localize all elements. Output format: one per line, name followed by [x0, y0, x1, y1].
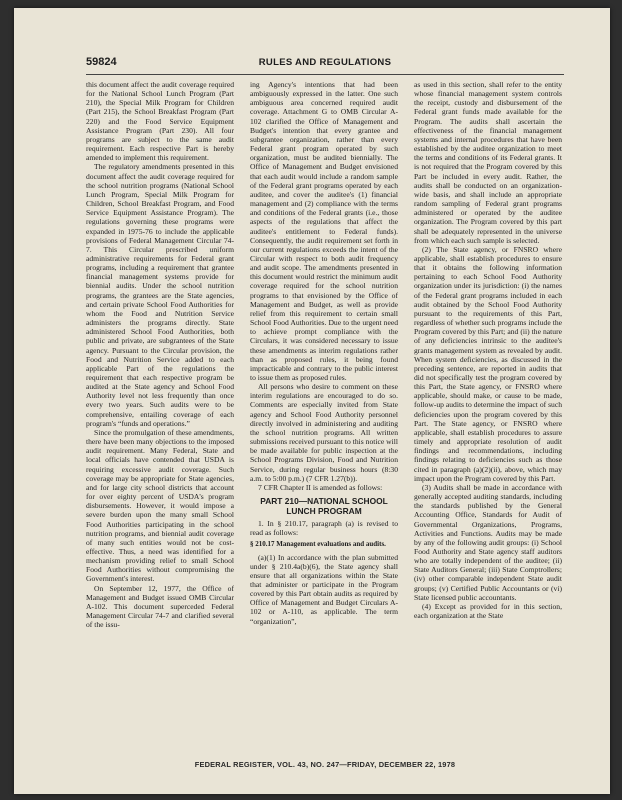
paragraph: (4) Except as provided for in this section, each organization at the State	[414, 601, 562, 621]
paragraph: All persons who desire to comment on these interim regulations are encouraged to do so. Comments are especially invited from State agency and School Food Authority personnel directly involved in administering and auditing the school nutrition programs. All written submissions received pursuant to this notice will be made available for public inspection at the School Programs Division, Food and Nutrition Service, during regular business hours (8:30 a.m. to 5:00 p.m.) (7 CFR 1.27(b)).	[250, 382, 398, 483]
text-column-1	[86, 80, 234, 756]
paragraph: Since the promulgation of these amendments, there have been many objections to the imposed audit requirement. Many Federal, State and local officials have contended that USDA is requiring excessive audit coverage. Such coverage may be appropriate for State agencies, and for large city school districts that account for over eighty percent of USDA's program disbursements. However, it would impose a severe burden upon the many small School Food Authorities participating in the school nutrition programs, and biennial audit coverage of many such entities would not be cost-effective. Thus, a need was identified for a mechanism providing relief to small School Food Authorities without compromising the Government's interest.	[86, 427, 234, 584]
paragraph: 7 CFR Chapter II is amended as follows:	[258, 482, 383, 492]
paragraph: (a)(1) In accordance with the plan submitted under § 210.4a(b)(6), the State agency shall ensure that all organizations within the State that administer or participate in the Program covered by this Part obtain audits as required by Office of Management and Budget Circulars A-102 or A-110, as applicable. The term “organization”,	[250, 552, 398, 626]
paragraph: as used in this section, shall refer to the entity whose financial management system controls the receipt, custody and disbursement of the Federal grant funds made available for the Program. The audits shall ascertain the effectiveness of the financial management systems and internal procedures that have been established by the auditee organization to meet the terms and conditions of its Federal grants. It is not required that the Program covered by this Part be included in every audit. Rather, the audits shall be conducted on an organization-wide basis, and shall include an appropriate random sampling of Federal grant programs administered or operated by the auditee organization. The Program covered by this part shall be adequately represented in the universe from which each such sample is selected.	[414, 80, 562, 245]
paragraph: On September 12, 1977, the Office of Management and Budget issued OMB Circular A-102. This document superceded Federal Management Circular 74-7 and clarified several of the issu-	[86, 583, 234, 630]
amendment-intro: 1. In § 210.17, paragraph (a) is revised to read as follows:	[250, 519, 398, 538]
paragraph: (3) Audits shall be made in accordance with generally accepted auditing standards, including the standards published by the General Accounting Office, Standards for Audit of Governmental Organizations, Programs, Activities and Functions. Audits may be made by any of the following audit groups: (i) School Food Authority and State agency staff auditors who are totally independent of the auditee; (ii) State Auditors General; (iii) State Comptrollers; (iv) other comparable independent State audit groups; (v) Certified Public Accountants or (vi) State licensed public accountants.	[414, 482, 562, 602]
page-footer: FEDERAL REGISTER, VOL. 43, NO. 247—FRIDAY, DECEMBER 22, 1978	[194, 760, 456, 769]
text-column-2	[250, 80, 398, 756]
part-heading: PART 210—NATIONAL SCHOOL LUNCH PROGRAM	[260, 496, 388, 517]
text-column-3	[414, 80, 562, 756]
paragraph: The regulatory amendments presented in this document affect the audit coverage required for the school nutrition programs (National School Lunch Program, Special Milk Program for Children, School Breakfast Program, and Food Service Equipment Assistance Program). The regulations governing these programs were expanded in 1975-76 to include the applicable provisions of Federal Management Circular 74-7. This Circular prescribed uniform administrative requirements for Federal grant programs, including a requirement that grantee financial management systems provide for biennial audits. Under the school nutrition programs, the grantees are the State agencies, and certain private School Food Authorities for whom the Food and Nutrition Service administers the programs directly. State administered School Food Authorities, both public and private, are subgrantees of the State agency. Pursuant to the Circular provision, the Food and Nutrition Service added to each applicable Part of the regulations the requirement that each respective program be audited at the State agency and School Food Authority level not less frequently than once every two years. Such audits were to be comprehensive, entailing coverage of each program's “funds and operations.”	[86, 162, 234, 428]
page-number: 59824	[86, 56, 117, 68]
header-rule	[86, 74, 564, 75]
page-header	[86, 56, 564, 72]
paragraph: this document affect the audit coverage required for the National School Lunch Program (Part 210), the Special Milk Program for Children (Part 215), the School Breakfast Program (Part 220) and the Food Service Equipment Assistance Program (Part 230). All four programs are subject to the same audit requirement. Each respective Part is hereby amended to implement this requirement.	[86, 80, 234, 163]
section-caption: § 210.17 Management evaluations and audits.	[250, 540, 386, 549]
paragraph: ing Agency's intentions that had been ambiguously expressed in the latter. One such ambiguous area concerned required audit coverage. Attachment G to OMB Circular A-102 clarified the Office of Management and Budget's intention that every grantee and subgrantee organization, rather than every Federal grant program operated by such organization, must be audited biennially. The Office of Management and Budget envisioned that each audit would include a random sample of the Federal grant programs operated by each auditee, and cover the auditee's (1) financial management and (2) compliance with the terms and conditions of the Federal grants (i.e., those aspects of the regulations that affect the auditee's entitlement to Federal funds). Consequently, the audit requirement set forth in our current regulations exceeds the intent of the Circular with respect to both audit frequency and audit scope. The amendments presented in this document would restrict the minimum audit coverage required for the school nutrition programs to that envisioned by the Office of Management and Budget, as well as provide relief from this requirement to certain small School Food Authorities. Due to the urgent need to achieve prompt compliance with the Circulars, it was considered necessary to issue these amendments as interim regulations rather than as proposed rules, it being found impracticable and contrary to the public interest to issue them as proposed rules.	[250, 80, 398, 382]
section-title: RULES AND REGULATIONS	[258, 57, 392, 68]
document-page	[14, 8, 610, 794]
paragraph: (2) The State agency, or FNSRO where applicable, shall establish procedures to ensure that it obtains the following information pertaining to each School Food Authority organization under its jurisdiction: (i) the names of the Federal grant programs included in each audit obtained by the School Food Authority pursuant to the requirements of this Part, regardless of whether such programs include the Program covered by this Part; and (ii) the nature of any deficiencies intrinsic to the auditee's grants management system as revealed by audit. When system deficiencies, as discussed in the preceding sentence, are reported in audits that did not specifically test the program covered by this Part, the State agency, or FNSRO where applicable, should make, or cause to be made, follow-up audits to determine the impact of such deficiencies upon the program covered by this Part. The State agency, or FNSRO where applicable, shall establish procedures to assure timely and appropriate resolution of audit findings and recommendations, including findings relating to deficiencies such as those cited in paragraph (a)(2)(ii), above, which may impact upon the Program covered by this Part.	[414, 244, 562, 483]
